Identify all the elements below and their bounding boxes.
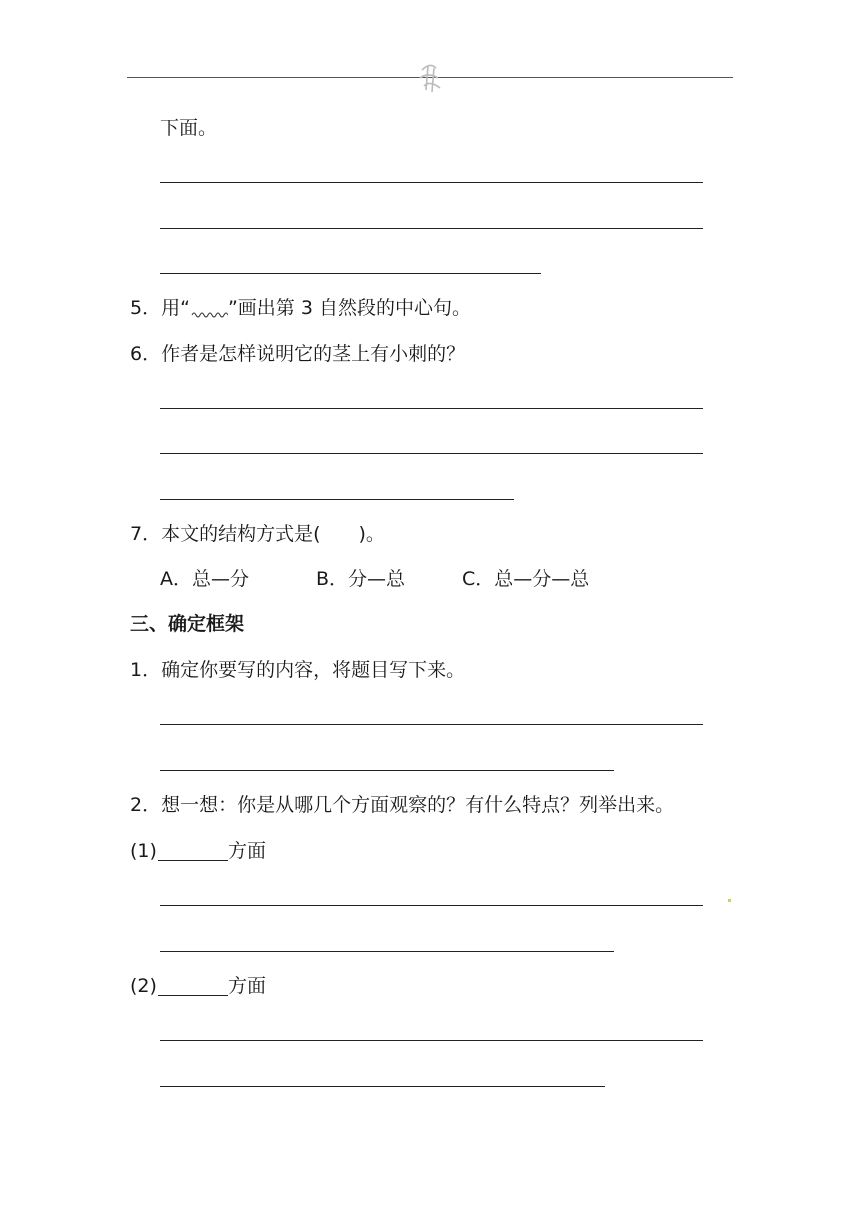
answer-line	[160, 408, 703, 409]
item-1-suffix: 方面	[228, 840, 267, 862]
answer-line	[160, 1086, 605, 1087]
continuation-text: 下面。	[160, 117, 218, 139]
answer-line	[160, 905, 703, 906]
watermark-logo-icon	[416, 60, 444, 96]
item-2-blank	[158, 995, 228, 996]
answer-line	[160, 499, 514, 500]
question-5-suffix: ”画出第 3 自然段的中心句。	[227, 297, 471, 319]
answer-line	[160, 770, 614, 771]
item-2-suffix: 方面	[228, 975, 267, 997]
answer-line	[160, 182, 703, 183]
item-1-number: (1)	[130, 840, 157, 862]
option-c: C．总—分—总	[462, 568, 590, 590]
section-3-question-2: 2．想一想：你是从哪几个方面观察的？有什么特点？列举出来。	[130, 794, 675, 816]
question-5	[130, 296, 471, 320]
question-6: 6．作者是怎样说明它的茎上有小刺的？	[130, 343, 466, 365]
answer-line	[160, 273, 541, 274]
question-7: 7．本文的结构方式是( )。	[130, 523, 385, 545]
item-2-number: (2)	[130, 975, 157, 997]
answer-line	[160, 228, 703, 229]
section-3-title: 三、确定框架	[130, 613, 245, 635]
question-5-prefix: 5．用“	[130, 297, 190, 319]
answer-line	[160, 453, 703, 454]
section-3-question-1: 1．确定你要写的内容，将题目写下来。	[130, 659, 466, 681]
option-a: A．总—分	[160, 568, 249, 590]
answer-line	[160, 1040, 703, 1041]
item-1-blank	[158, 860, 228, 861]
stray-dot	[728, 899, 731, 902]
option-b: B．分—总	[316, 568, 406, 590]
answer-line	[160, 951, 614, 952]
wavy-underline-icon	[190, 308, 228, 318]
answer-line	[160, 724, 703, 725]
